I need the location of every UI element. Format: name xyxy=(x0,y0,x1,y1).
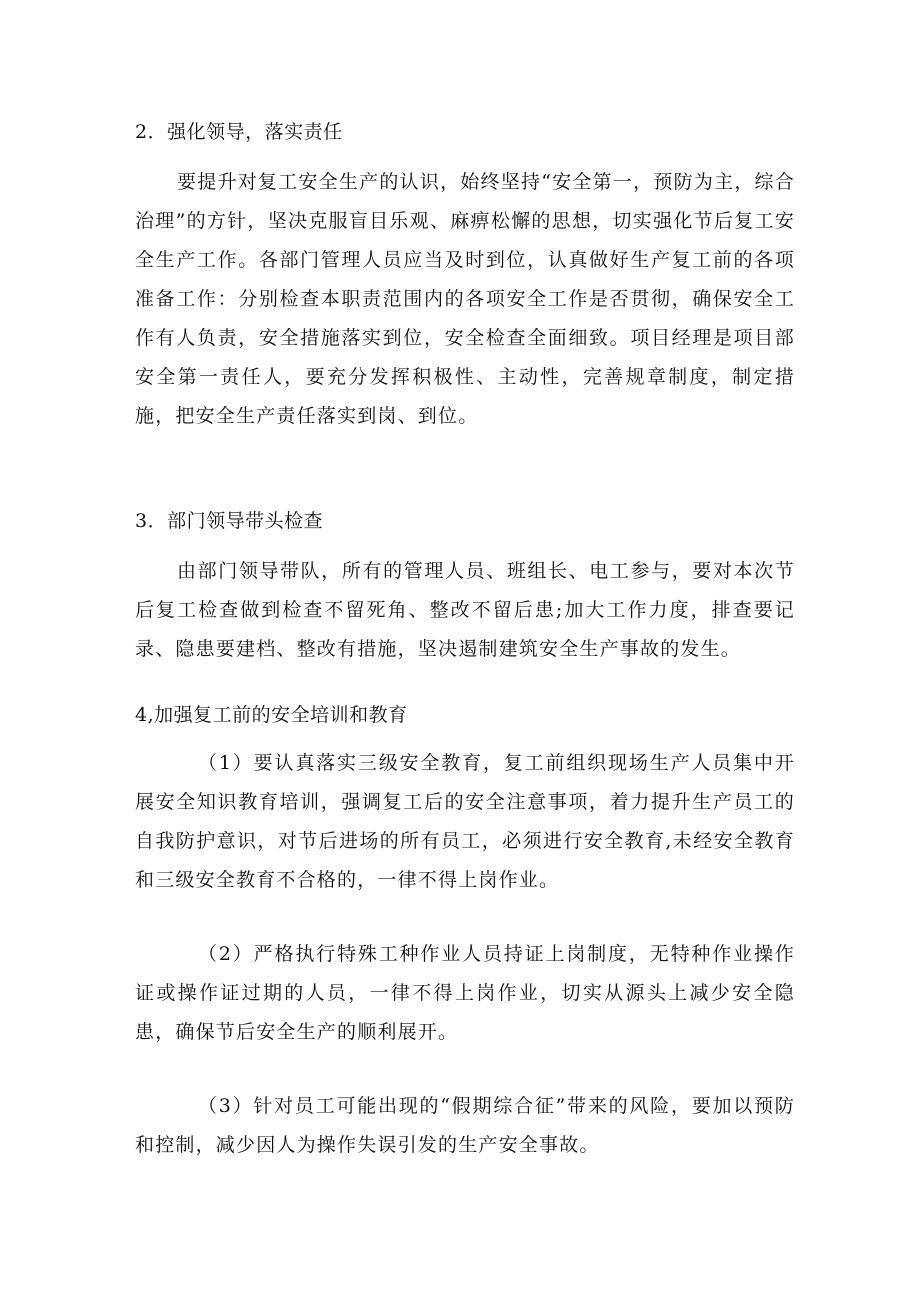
paragraph-4-2: （2）严格执行特殊工种作业人员持证上岗制度，无特种作业操作证或操作证过期的人员，一律不得上岗作业，切实从源头上减少安全隐患，确保节后安全生产的顺利展开。 xyxy=(135,943,795,1043)
paragraph-4-1: （1）要认真落实三级安全教育，复工前组织现场生产人员集中开展安全知识教育培训，强调复工后的安全注意事项，着力提升生产员工的自我防护意识，对节后进场的所有员工，必须进行安全教育,未经安全教育和三级安全教育不合格的，一律不得上岗作业。 xyxy=(135,752,795,891)
paragraph-3-1: 由部门领导带队，所有的管理人员、班组长、电工参与，要对本次节后复工检查做到检查不留死角、整改不留后患;加大工作力度，排查要记录、隐患要建档、整改有措施，坚决遏制建筑安全生产事故的发生。 xyxy=(135,560,795,660)
section-heading-3: 3．部门领导带头检查 xyxy=(135,510,324,532)
section-heading-2: 2．强化领导，落实责任 xyxy=(135,121,343,143)
section-heading-4: 4,加强复工前的安全培训和教育 xyxy=(135,704,408,726)
paragraph-2-1: 要提升对复工安全生产的认识，始终坚持“安全第一，预防为主，综合治理”的方针，坚决克服盲目乐观、麻痹松懈的思想，切实强化节后复工安全生产工作。各部门管理人员应当及时到位，认真做好生产复工前的各项准备工作：分别检查本职责范围内的各项安全工作是否贯彻，确保安全工作有人负责，安全措施落实到位，安全检查全面细致。项目经理是项目部安全第一责任人，要充分发挥积极性、主动性，完善规章制度，制定措施，把安全生产责任落实到岗、到位。 xyxy=(135,171,795,427)
paragraph-4-3: （3）针对员工可能出现的“假期综合征”带来的风险，要加以预防和控制，减少因人为操作失误引发的生产安全事故。 xyxy=(135,1095,795,1156)
